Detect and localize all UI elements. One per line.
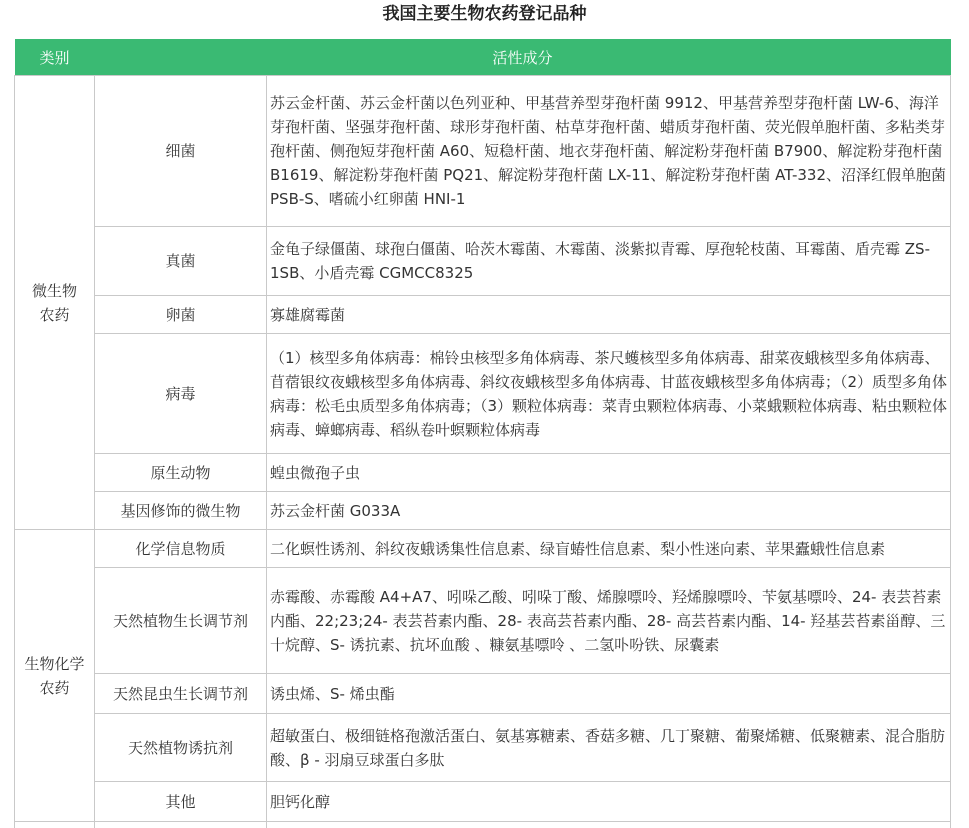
ingredient-cell: 苏云金杆菌、苏云金杆菌以色列亚种、甲基营养型芽孢杆菌 9912、甲基营养型芽孢杆菌 LW-6、海洋芽孢杆菌、坚强芽孢杆菌、球形芽孢杆菌、枯草芽孢杆菌、蜡质芽孢杆菌、荧光假单胞杆菌、多粘类芽孢杆菌、侧孢短芽孢杆菌 A60、短稳杆菌、地衣芽孢杆菌、解淀粉芽孢杆菌 B7900、解淀粉芽孢杆菌 B1619、解淀粉芽孢杆菌 PQ21、解淀粉芽孢杆菌 LX-11、解淀粉芽孢杆菌 AT-332、沼泽红假单胞菌 PSB-S、嗜硫小红卵菌 HNI-1 bbox=[267, 76, 951, 227]
ingredient-cell: 苏云金杆菌 G033A bbox=[267, 492, 951, 530]
subcategory-cell: 天然植物生长调节剂 bbox=[95, 568, 267, 674]
subcategory-cell: 原生动物 bbox=[95, 454, 267, 492]
table-row bbox=[15, 782, 951, 822]
page-title: 我国主要生物农药登记品种 bbox=[382, 4, 587, 24]
table-row bbox=[15, 714, 951, 782]
subcategory-cell: 细菌 bbox=[95, 76, 267, 227]
table-row bbox=[15, 530, 951, 568]
subcategory-cell: 天然昆虫生长调节剂 bbox=[95, 674, 267, 714]
subcategory-cell: 天然植物诱抗剂 bbox=[95, 714, 267, 782]
subcategory-cell: 其他 bbox=[95, 782, 267, 822]
table-row bbox=[15, 296, 951, 334]
category-label: 微生物 农药 bbox=[31, 281, 77, 324]
table-row bbox=[15, 76, 951, 227]
subcategory-cell: 基因修饰的微生物 bbox=[95, 492, 267, 530]
category-biochemical bbox=[15, 530, 95, 822]
ingredient-cell: 超敏蛋白、极细链格孢激活蛋白、氨基寡糖素、香菇多糖、几丁聚糖、葡聚烯糖、低聚糖素、混合脂肪酸、β - 羽扇豆球蛋白多肽 bbox=[267, 714, 951, 782]
pesticide-table bbox=[14, 39, 951, 828]
ingredient-cell: 蝗虫微孢子虫 bbox=[267, 454, 951, 492]
continuation-cell bbox=[267, 822, 951, 828]
subcategory-cell: 病毒 bbox=[95, 334, 267, 454]
table-row bbox=[15, 454, 951, 492]
continuation-cell bbox=[95, 822, 267, 828]
table-row bbox=[15, 492, 951, 530]
ingredient-cell: 诱虫烯、S- 烯虫酯 bbox=[267, 674, 951, 714]
table-row bbox=[15, 334, 951, 454]
subcategory-cell: 化学信息物质 bbox=[95, 530, 267, 568]
ingredient-cell: 赤霉酸、赤霉酸 A4+A7、吲哚乙酸、吲哚丁酸、烯腺嘌呤、羟烯腺嘌呤、苄氨基嘌呤、24- 表芸苔素内酯、22;23;24- 表芸苔素内酯、28- 表高芸苔素内酯、28- 高芸苔素内酯、14- 羟基芸苔素甾醇、三十烷醇、S- 诱抗素、抗坏血酸 、糠氨基嘌呤 、二氢卟吩铁、尿囊素 bbox=[267, 568, 951, 674]
continuation-cell bbox=[15, 822, 95, 828]
ingredient-cell: 二化螟性诱剂、斜纹夜蛾诱集性信息素、绿盲蝽性信息素、梨小性迷向素、苹果蠹蛾性信息素 bbox=[267, 530, 951, 568]
table-header-row bbox=[15, 39, 951, 76]
table-row bbox=[15, 674, 951, 714]
ingredient-cell: 胆钙化醇 bbox=[267, 782, 951, 822]
ingredient-cell: 金龟子绿僵菌、球孢白僵菌、哈茨木霉菌、木霉菌、淡紫拟青霉、厚孢轮枝菌、耳霉菌、盾壳霉 ZS-1SB、小盾壳霉 CGMCC8325 bbox=[267, 227, 951, 296]
table-row bbox=[15, 568, 951, 674]
table-row-continuation bbox=[15, 822, 951, 828]
table-row bbox=[15, 227, 951, 296]
header-active-ingredient: 活性成分 bbox=[95, 39, 951, 76]
ingredient-cell: （1）核型多角体病毒：棉铃虫核型多角体病毒、茶尺蠖核型多角体病毒、甜菜夜蛾核型多角体病毒、苜蓿银纹夜蛾核型多角体病毒、斜纹夜蛾核型多角体病毒、甘蓝夜蛾核型多角体病毒；（2）质型多角体病毒：松毛虫质型多角体病毒；（3）颗粒体病毒：菜青虫颗粒体病毒、小菜蛾颗粒体病毒、粘虫颗粒体病毒、蟑螂病毒、稻纵卷叶螟颗粒体病毒 bbox=[267, 334, 951, 454]
subcategory-cell: 真菌 bbox=[95, 227, 267, 296]
category-label: 生物化学 农药 bbox=[24, 654, 85, 697]
category-microbial bbox=[15, 76, 95, 530]
header-category: 类别 bbox=[15, 39, 95, 76]
ingredient-cell: 寡雄腐霉菌 bbox=[267, 296, 951, 334]
subcategory-cell: 卵菌 bbox=[95, 296, 267, 334]
